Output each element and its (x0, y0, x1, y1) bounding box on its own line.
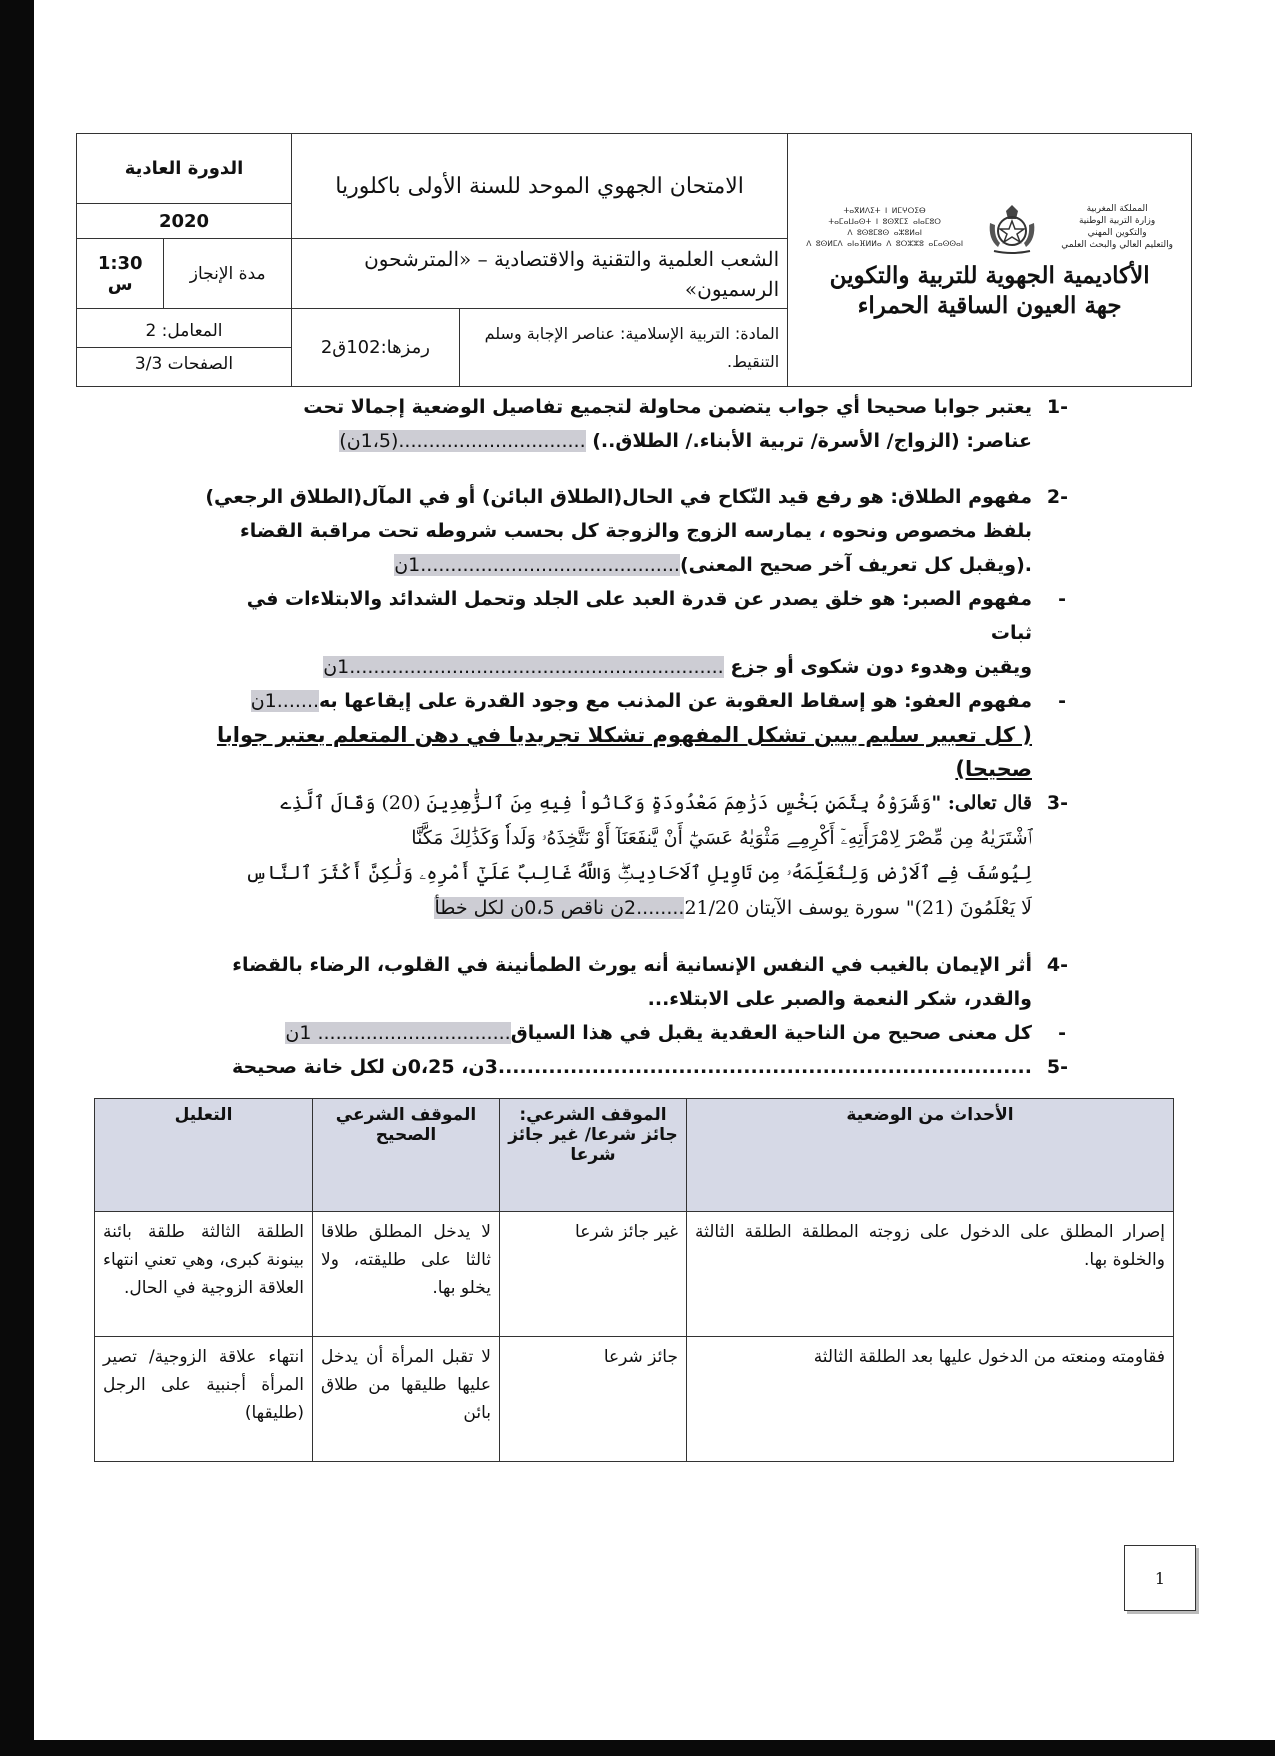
coefficient: المعامل: 2 (77, 315, 291, 348)
cell-position: جائز شرعا (500, 1337, 687, 1462)
quran-verse-line: ٱشْتَرَيٰهُ مِن مِّصْرَ لِامْرَأَتِهِۦٓ أَكْرِمِے مَثْوَيٰهُ عَسَيٰٓ أَنْ يَّنفَعَنَآ أَوْ نَتَّخِذَهُۥ وَلَداٗ وَكَذَٰلِكَ مَكَّنَّا (411, 827, 1032, 849)
ministry-name-arabic: المملكة المغربية وزارة التربية الوطنية والتكوين المهني والتعليم العالي والبحث العلمي (1061, 204, 1173, 250)
score-marker: ................................ 1ن (285, 1022, 511, 1044)
answer-text: أثر الإيمان بالغيب في النفس الإنسانية أنه يورث الطمأنينة في القلوب، الرضاء بالقضاء (232, 954, 1032, 976)
cell-reason: انتهاء علاقة الزوجية/ تصير المرأة أجنبية على الرجل (طليقها) (95, 1337, 313, 1462)
scan-edge-bottom (0, 1740, 1275, 1756)
verse-text: لَا يَعْلَمُونَ (21)" سورة يوسف الآيتان 21/20 (684, 897, 1032, 919)
subject-code: رمزها:102ق2 (291, 309, 459, 387)
coef-pages-cell (77, 309, 292, 387)
cell-reason: الطلقة الثالثة طلقة بائنة بينونة كبرى، وهي تعني انتهاء العلاقة الزوجية في الحال. (95, 1212, 313, 1337)
exam-title: الامتحان الجهوي الموحد للسنة الأولى باكلوريا (291, 134, 787, 239)
answer-number: -1 (1046, 396, 1068, 418)
quran-verse-line (200, 891, 1032, 926)
answer-number: -2 (1046, 486, 1068, 508)
page-number: 1 (1124, 1545, 1196, 1611)
answer-text: مفهوم الصبر: هو خلق يصدر عن قدرة العبد على الجلد وتحمل الشدائد والابتلاءات في ثبات (246, 588, 1032, 644)
exam-header-table (76, 133, 1192, 387)
cell-correct: لا تقبل المرأة أن يدخل عليها طليقها من طلاق بائن (313, 1337, 500, 1462)
cell-position: غير جائز شرعا (500, 1212, 687, 1337)
table-row (95, 1337, 1174, 1462)
cell-event: إصرار المطلق على الدخول على زوجته المطلقة الطلقة الثالثة والخلوة بها. (687, 1212, 1174, 1337)
quran-verse-line (200, 786, 1032, 821)
ministry-logo-cell (788, 134, 1192, 387)
grading-note: ( كل تعبير سليم يبين تشكل المفهوم تشكلا تجريديا في دهن المتعلم يعتبر جوابا صحيحا) (216, 723, 1032, 781)
answer-number: -3 (1046, 792, 1068, 814)
col-reason: التعليل (95, 1099, 313, 1212)
pages-count: الصفحات 3/3 (134, 354, 234, 374)
quran-verse-line: لِيُوسُفَ فِے ٱلَارْضِ وَلِنُعَلِّمَهُۥ مِن تَاوِيلِ ٱلَاحَادِيثِۖ وَاللَّهُ غَالِبٌ عَلَيٰٓ أَمْرِهِۦ وَلَٰكِنَّ أَكْثَرَ ٱلنَّاسِ (245, 862, 1032, 884)
subject-label: المادة: التربية الإسلامية: عناصر الإجابة وسلم التنقيط. (459, 309, 787, 387)
answer-patience (200, 582, 1066, 684)
answer-3 (200, 786, 1068, 926)
cell-event: فقاومته ومنعته من الدخول عليها بعد الطلقة الثالثة (687, 1337, 1174, 1462)
bullet-dash: - (1058, 690, 1066, 712)
score-marker: ...............................(1،5ن) (339, 430, 586, 452)
exam-year: 2020 (77, 204, 292, 239)
table-header-row (95, 1099, 1174, 1212)
answer-4-note (200, 1016, 1066, 1050)
branch-label: الشعب العلمية والتقنية والاقتصادية – «المترشحون الرسميون» (291, 239, 787, 309)
col-position: الموقف الشرعي: جائز شرعا/ غير جائز شرعا (500, 1099, 687, 1212)
cell-correct: لا يدخل المطلق طلاقا ثالثا على طليقته، ولا يخلو بها. (313, 1212, 500, 1337)
quote-intro: قال تعالى: " (931, 792, 1032, 814)
verse-text: وَشَرَوْهُ بِثَمَنٍ بَخْسٍ دَرَٰهِمَ مَعْدُودَةٍ وَكَانُواْ فِيهِ مِنَ ٱلزَّٰهِدِينَ (20) وَقَالَ ٱلَّذِے (280, 792, 932, 814)
answers-section (200, 390, 1068, 1084)
answer-text: يعتبر جوابا صحيحا أي جواب يتضمن محاولة لتجميع تفاصيل الوضعية إجمالا تحت (303, 396, 1032, 418)
answer-text: مفهوم الطلاق: هو رفع قيد النّكاح في الحال(الطلاق البائن) أو في المآل(الطلاق الرجعي) (205, 486, 1032, 508)
score-marker: ...........................................1ن (394, 554, 680, 576)
answer-text: ..........................................................................3ن، 0،25ن لكل خانة صحيحة (231, 1056, 1032, 1078)
scan-edge-left (0, 0, 34, 1756)
bullet-dash: - (1058, 1022, 1066, 1044)
bullet-dash: - (1058, 588, 1066, 610)
answer-text (200, 424, 1032, 458)
answer-5 (200, 1050, 1068, 1084)
col-events: الأحداث من الوضعية (687, 1099, 1174, 1212)
answer-2 (200, 480, 1068, 582)
answer-text: ويقين وهدوء دون شكوى أو جزع (723, 656, 1032, 678)
academy-name: الأكاديمية الجهوية للتربية والتكوين جهة العيون الساقية الحمراء (829, 262, 1150, 319)
ministry-name-tifinagh: ⵜⴰⴳⵍⴷⵉⵜ ⵏ ⵍⵎⵖⵔⵉⴱ ⵜⴰⵎⴰⵡⴰⵙⵜ ⵏ ⵓⵙⴳⵎⵉ ⴰⵏⴰⵎⵓⵔ ⴷ ⵓⵙⵓⵎⵓⵙ ⴰⵣⵓⵍⴰⵏ ⴷ ⵓⵙⵍⵎⴷ ⴰⵏⴰⴼⵍⵍⴰ ⴷ ⵓⵔⵣⵣⵓ ⴰⵎⴰⵙⵙⴰⵏ (806, 206, 964, 248)
moroccan-emblem-icon (984, 199, 1040, 255)
answer-text: بلفظ مخصوص ونحوه ، يمارسه الزوج والزوجة كل بحسب شروطه تحت مراقبة القضاء (239, 520, 1032, 542)
answer-text (200, 650, 1032, 684)
situation-table (94, 1098, 1174, 1462)
score-marker: ..............................................................1ن (323, 656, 724, 678)
score-marker: .......1ن (250, 690, 320, 712)
duration-label: مدة الإنجاز (164, 239, 292, 309)
session-label: الدورة العادية (77, 134, 292, 204)
answer-4 (200, 948, 1068, 1016)
table-row (95, 1212, 1174, 1337)
answer-text: عناصر: (الزواج/ الأسرة/ تربية الأبناء./ الطلاق..) (585, 430, 1032, 452)
duration-value: 1:30 س (77, 239, 164, 309)
answer-text: كل معنى صحيح من الناحية العقدية يقبل في هذا السياق (510, 1022, 1032, 1044)
answer-text (200, 548, 1032, 582)
col-correct-position: الموقف الشرعي الصحيح (313, 1099, 500, 1212)
answer-text: والقدر، شكر النعمة والصبر على الابتلاء... (647, 988, 1032, 1010)
answer-text: مفهوم العفو: هو إسقاط العقوبة عن المذنب مع وجود القدرة على إيقاعها به (319, 690, 1032, 712)
score-marker: ........2ن ناقص 0،5ن لكل خطأ (434, 897, 685, 919)
answer-number: -4 (1046, 954, 1068, 976)
answer-text: .(ويقبل كل تعريف آخر صحيح المعنى) (679, 554, 1032, 576)
answer-1 (200, 390, 1068, 458)
answer-number: -5 (1046, 1056, 1068, 1078)
answer-forgiveness (200, 684, 1066, 718)
